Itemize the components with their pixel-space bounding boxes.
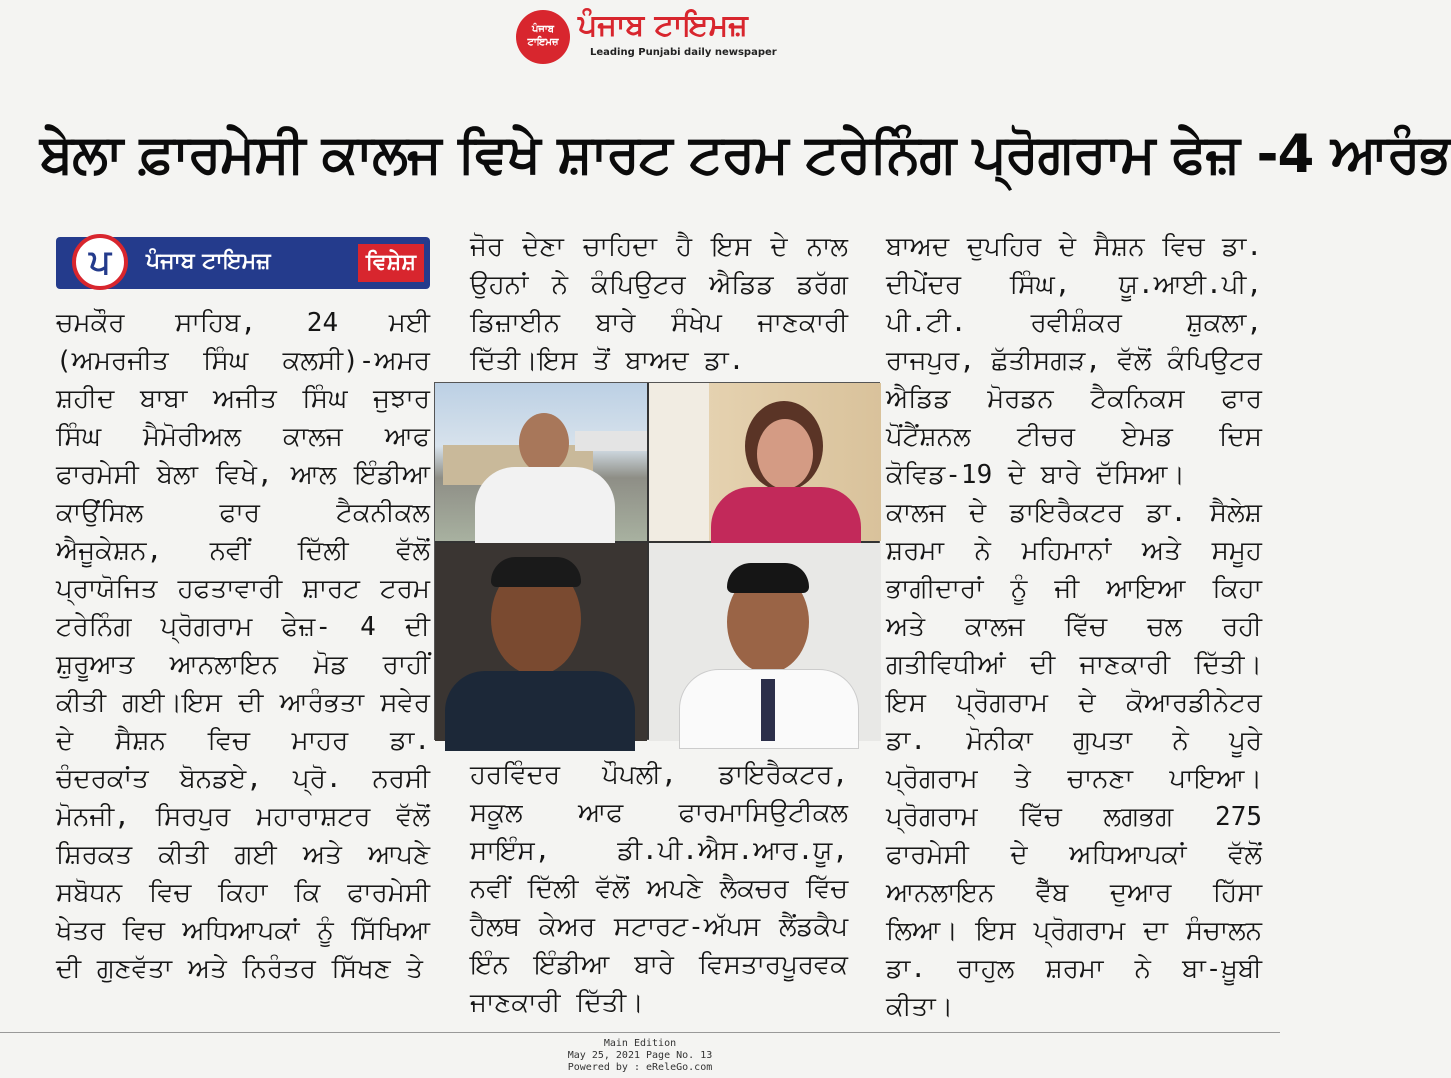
article-headline: ਬੇਲਾ ਫ਼ਾਰਮੇਸੀ ਕਾਲਜ ਵਿਖੇ ਸ਼ਾਰਟ ਟਰਮ ਟਰੇਨਿੰਗ ਪ੍ਰੋਗਰਾਮ ਫੇਜ਼ -4 ਆਰੰਭ <box>40 124 1451 185</box>
section-banner <box>56 237 430 289</box>
article-column-2-top <box>470 228 848 380</box>
newspaper-logo <box>516 10 570 64</box>
person-hair <box>491 557 581 587</box>
video-tile-1 <box>435 383 647 541</box>
article-photo <box>434 382 880 740</box>
campus-building <box>575 431 647 451</box>
person-body <box>475 467 615 547</box>
video-tile-4 <box>649 543 881 741</box>
footer-date-page: May 25, 2021 Page No. 13 <box>567 1050 713 1061</box>
logo-text: ਪੰਜਾਬ ਟਾਇਮਜ਼ <box>527 24 559 48</box>
article-column-3 <box>886 228 1262 1026</box>
article-text: ਹਰਵਿੰਦਰ ਪੌਪਲੀ, ਡਾਇਰੈਕਟਰ, ਸਕੂਲ ਆਫ ਫਾਰਮਾਸਿਉਟੀਕਲ ਸਾਇੰਸ, ਡੀ.ਪੀ.ਐਸ.ਆਰ.ਯੂ, ਨਵੀਂ ਦਿੱਲੀ ਵੱਲੋਂ ਅਪਣੇ ਲੈਕਚਰ ਵਿੱਚ ਹੈਲਥ ਕੇਅਰ ਸਟਾਰਟ-ਅੱਪਸ ਲੈਂਡਕੈਪ ਇੰਨ ਇੰਡੀਆ ਬਾਰੇ ਵਿਸਤਾਰਪੂਰਵਕ ਜਾਣਕਾਰੀ ਦਿੱਤੀ। <box>470 760 848 1018</box>
article-column-2-bottom <box>470 756 848 1022</box>
wall <box>649 383 709 541</box>
video-tile-2 <box>649 383 881 541</box>
tie <box>761 679 775 741</box>
article-text: ਬਾਅਦ ਦੁਪਹਿਰ ਦੇ ਸੈਸ਼ਨ ਵਿਚ ਡਾ. ਦੀਪੇਂਦਰ ਸਿੰਘ, ਯੂ.ਆਈ.ਪੀ, ਪੀ.ਟੀ. ਰਵੀਸ਼ੰਕਰ ਸ਼ੁਕਲਾ, ਰਾਜਪੁਰ, ਛੱਤੀਸਗੜ, ਵੱਲੋਂ ਕੰਪਿਉਟਰ ਐਡਿਡ ਮੋਰਡਨ ਟੈਕਨਿਕਸ ਫਾਰ ਪੋਂਟੈਂਸ਼ਨਲ ਟੀਚਰ ਏਮਡ ਦਿਸ ਕੋਵਿਡ-19 ਦੇ ਬਾਰੇ ਦੱਸਿਆ। ਕਾਲਜ ਦੇ ਡਾਇਰੈਕਟਰ ਡਾ. ਸੈਲੇਸ਼ ਸ਼ਰਮਾ ਨੇ ਮਹਿਮਾਨਾਂ ਅਤੇ ਸਮੂਹ ਭਾਗੀਦਾਰਾਂ ਨੂੰ ਜੀ ਆਇਆ ਕਿਹਾ ਅਤੇ ਕਾਲਜ ਵਿੱਚ ਚਲ ਰਹੀ ਗਤੀਵਿਧੀਆਂ ਦੀ ਜਾਣਕਾਰੀ ਦਿੱਤੀ। ਇਸ ਪ੍ਰੋਗਰਾਮ ਦੇ ਕੋਆਰਡੀਨੇਟਰ ਡਾ. ਮੋਨੀਕਾ ਗੁਪਤਾ ਨੇ ਪੂਰੇ ਪ੍ਰੋਗਰਾਮ ਤੇ ਚਾਨਣਾ ਪਾਇਆ। ਪ੍ਰੋਗਰਾਮ ਵਿੱਚ ਲਗਭਗ 275 ਫਾਰਮੇਸੀ ਦੇ ਅਧਿਆਪਕਾਂ ਵੱਲੋਂ ਆਨਲਾਇਨ ਵੈੱਬ ਦੁਆਰ ਹਿੱਸਾ ਲਿਆ। ਇਸ ਪ੍ਰੋਗਰਾਮ ਦਾ ਸੰਚਾਲਨ ਡਾ. ਰਾਹੁਲ ਸ਼ਰਮਾ ਨੇ ਬਾ-ਖ਼ੂਬੀ ਕੀਤਾ। <box>886 232 1262 1022</box>
footer-edition: Main Edition <box>603 1038 677 1049</box>
person-head <box>757 419 813 489</box>
article-text: ਜੋਰ ਦੇਣਾ ਚਾਹਿਦਾ ਹੈ ਇਸ ਦੇ ਨਾਲ ਉਹਨਾਂ ਨੇ ਕੰਪਿਉਟਰ ਐਡਿਡ ਡਰੱਗ ਡਿਜ਼ਾਈਨ ਬਾਰੇ ਸੰਖੇਪ ਜਾਣਕਾਰੀ ਦਿੱਤੀ।ਇਸ ਤੋਂ ਬਾਅਦ ਡਾ. <box>470 232 848 376</box>
masthead-tagline: Leading Punjabi daily newspaper <box>590 47 777 58</box>
footer-powered-by: Powered by : eReleGo.com <box>567 1062 713 1073</box>
special-tag: ਵਿਸ਼ੇਸ਼ <box>358 244 424 282</box>
article-text: ਚਮਕੌਰ ਸਾਹਿਬ, 24 ਮਈ (ਅਮਰਜੀਤ ਸਿੰਘ ਕਲਸੀ)-ਅਮਰ ਸ਼ਹੀਦ ਬਾਬਾ ਅਜੀਤ ਸਿੰਘ ਜੁਝਾਰ ਸਿੰਘ ਮੈਮੋਰੀਅਲ ਕਾਲਜ ਆਫ ਫਾਰਮੇਸੀ ਬੇਲਾ ਵਿਖੇ, ਆਲ ਇੰਡੀਆ ਕਾਉਂਸਿਲ ਫਾਰ ਟੈਕਨੀਕਲ ਐਜੂਕੇਸ਼ਨ, ਨਵੀਂ ਦਿੱਲੀ ਵੱਲੋਂ ਪ੍ਰਾਯੋਜਿਤ ਹਫਤਾਵਾਰੀ ਸ਼ਾਰਟ ਟਰਮ ਟਰੇਨਿੰਗ ਪ੍ਰੋਗਰਾਮ ਫੇਜ਼- 4 ਦੀ ਸ਼ੁਰੂਆਤ ਆਨਲਾਇਨ ਮੋਡ ਰਾਹੀਂ ਕੀਤੀ ਗਈ।ਇਸ ਦੀ ਆਰੰਭਤਾ ਸਵੇਰ ਦੇ ਸੈਸ਼ਨ ਵਿਚ ਮਾਹਰ ਡਾ. ਚੰਦਰਕਾਂਤ ਬੋਨਡਏ, ਪ੍ਰੋ. ਨਰਸੀ ਮੋਨਜੀ, ਸਿਰਪੁਰ ਮਹਾਰਾਸ਼ਟਰ ਵੱਲੋਂ ਸ਼ਿਰਕਤ ਕੀਤੀ ਗਈ ਅਤੇ ਆਪਣੇ ਸਬੋਧਨ ਵਿਚ ਕਿਹਾ ਕਿ ਫਾਰਮੇਸੀ ਖੇਤਰ ਵਿਚ ਅਧਿਆਪਕਾਂ ਨੂੰ ਸਿੱਖਿਆ ਦੀ ਗੁਣਵੱਤਾ ਅਤੇ ਨਿਰੰਤਰ ਸਿੱਖਣ ਤੇ <box>56 308 430 984</box>
person-head <box>519 413 569 473</box>
masthead-title: ਪੰਜਾਬ ਟਾਇਮਜ਼ <box>578 8 748 43</box>
footer-divider <box>0 1032 1280 1033</box>
person-body <box>445 671 635 751</box>
video-tile-3 <box>435 543 647 741</box>
masthead <box>0 0 1280 76</box>
banner-label: ਪੰਜਾਬ ਟਾਇਮਜ਼ <box>146 249 271 274</box>
article-column-1 <box>56 304 430 988</box>
page-footer <box>0 1038 1280 1074</box>
banner-logo-icon: ਪ <box>72 234 128 290</box>
person-hair <box>727 563 809 593</box>
